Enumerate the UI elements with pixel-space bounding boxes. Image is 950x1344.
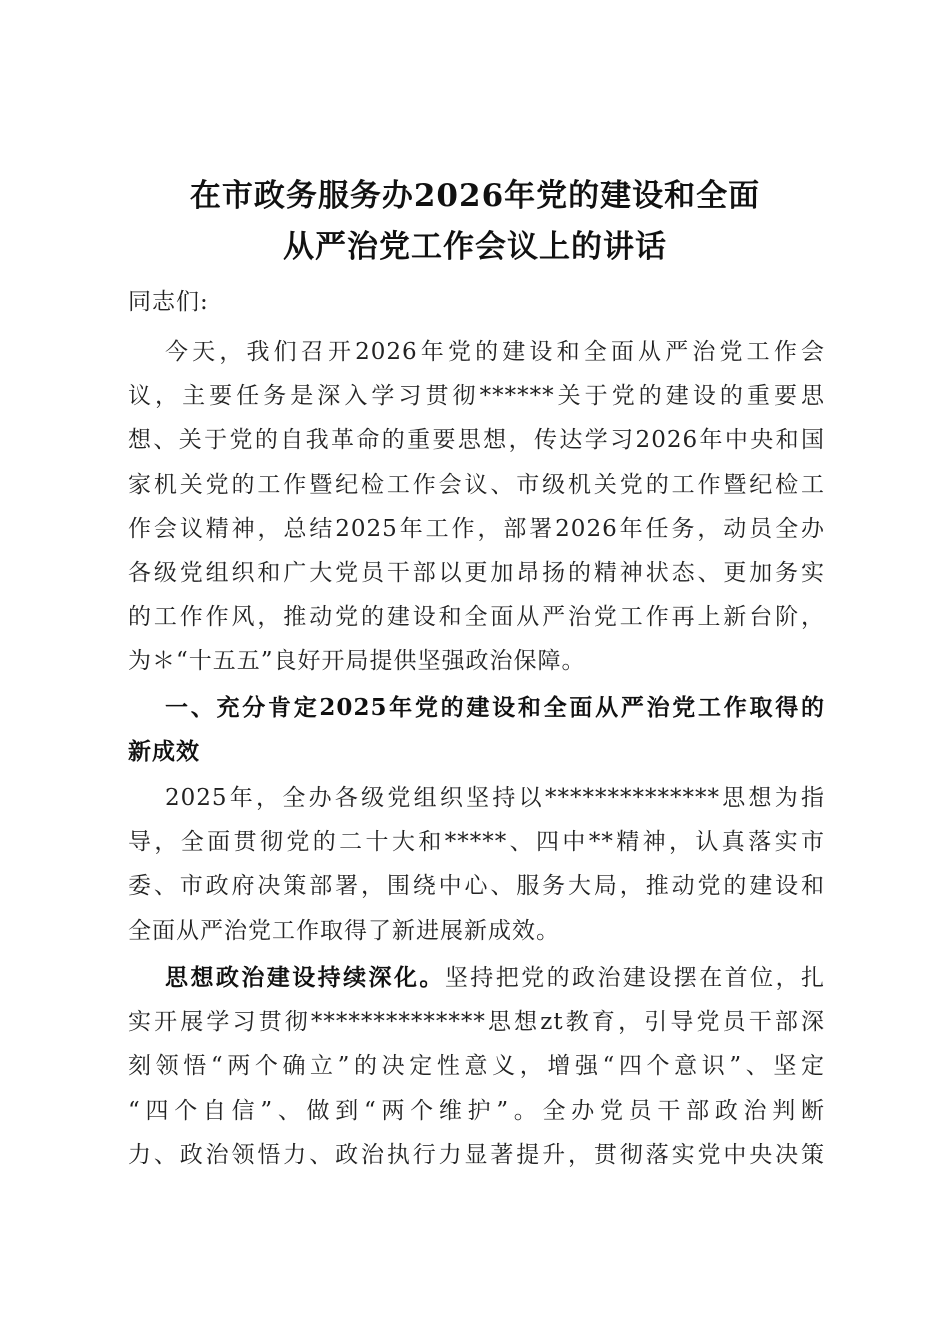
paragraph-line: 实开展学习贯彻**************思想zt教育，引导党员干部深 [128,1009,825,1036]
paragraph-line: 刻领悟“两个确立”的决定性意义，增强“四个意识”、坚定 [128,1053,825,1080]
document-title-line-2: 从严治党工作会议上的讲话 [283,229,667,265]
paragraph-line: 导，全面贯彻党的二十大和*****、四中**精神，认真落实市 [128,829,825,856]
paragraph-line: 力、政治领悟力、政治执行力显著提升，贯彻落实党中央决策 [128,1141,825,1168]
paragraph-line: 今天，我们召开2026年党的建设和全面从严治党工作会 [165,339,825,365]
paragraph-line: 委、市政府决策部署，围绕中心、服务大局，推动党的建设和 [128,873,825,900]
document-title-line-1: 在市政务服务办2026年党的建设和全面 [189,178,761,214]
paragraph-line: 2025年，全办各级党组织坚持以**************思想为指 [165,785,825,811]
paragraph-line: 为＊“十五五”良好开局提供坚强政治保障。 [128,648,586,675]
paragraph-line: 各级党组织和广大党员干部以更加昂扬的精神状态、更加务实 [128,560,825,586]
paragraph-line: “四个自信”、做到“两个维护”。全办党员干部政治判断 [128,1097,825,1124]
paragraph-line [165,963,825,993]
salutation: 同志们: [128,289,209,315]
section-heading-line: 一、充分肯定2025年党的建设和全面从严治党工作取得的 [165,694,825,721]
paragraph-line: 作会议精神，总结2025年工作，部署2026年任务，动员全办 [128,515,825,542]
paragraph-text: 坚持把党的政治建设摆在首位，扎 [444,965,826,991]
paragraph-line: 全面从严治党工作取得了新进展新成效。 [128,917,560,944]
paragraph-line: 议，主要任务是深入学习贯彻******关于党的建设的重要思 [128,383,825,410]
paragraph-line: 想、关于党的自我革命的重要思想，传达学习2026年中央和国 [128,427,825,454]
paragraph-lead-bold: 思想政治建设持续深化。 [165,964,445,991]
section-heading-line: 新成效 [128,738,200,766]
paragraph-line: 家机关党的工作暨纪检工作会议、市级机关党的工作暨纪检工 [128,471,825,498]
paragraph-line: 的工作作风，推动党的建设和全面从严治党工作再上新台阶， [128,604,825,631]
